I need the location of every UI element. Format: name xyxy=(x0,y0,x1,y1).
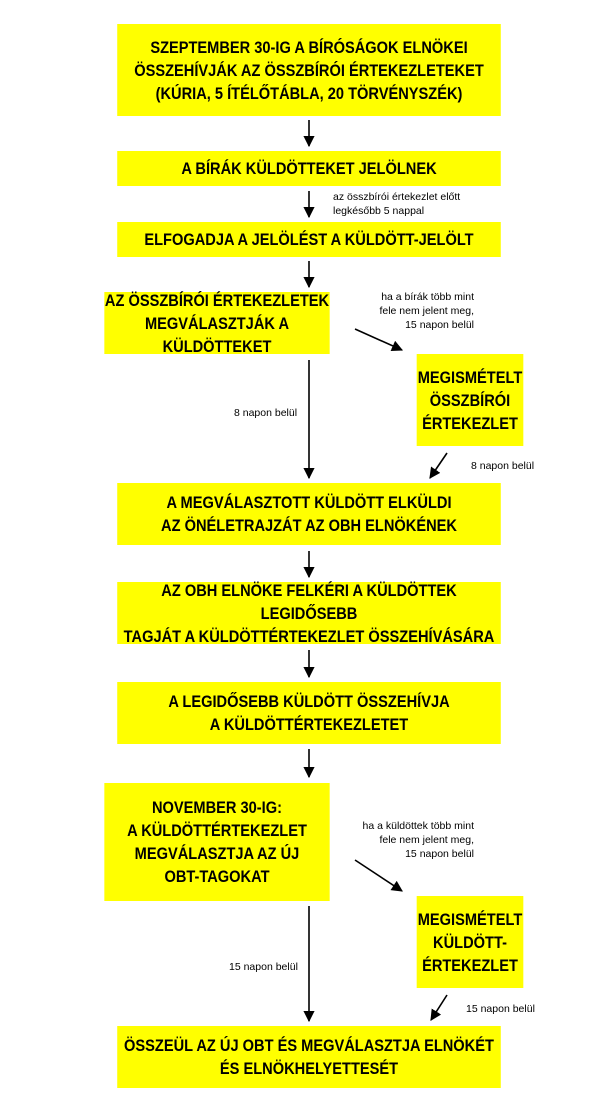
step-request-eldest-text: AZ OBH ELNÖKE FELKÉRI A KÜLDÖTTEK LEGIDŐSEBB TAGJÁT A KÜLDÖTTÉRTEKEZLET ÖSSZEHÍVÁSÁRA xyxy=(123,580,495,646)
step-convene-meetings-text: SZEPTEMBER 30-IG A BÍRÓSÁGOK ELNÖKEI ÖSSZEHÍVJÁK AZ ÖSSZBÍRÓI ÉRTEKEZLETEKET (KÚRIA, 5 ÍTÉLŐTÁBLA, 20 TÖRVÉNYSZÉK) xyxy=(134,37,484,103)
note-delegates-quorum: ha a küldöttek több mint fele nem jelent meg, 15 napon belül xyxy=(362,820,474,860)
step-eldest-convenes-text: A LEGIDŐSEBB KÜLDÖTT ÖSSZEHÍVJA A KÜLDÖTTÉRTEKEZLETET xyxy=(168,692,450,734)
note-eight-days-repeat: 8 napon belül xyxy=(471,460,535,472)
note-judges-quorum: ha a bírák több mint fele nem jelent meg, 15 napon belül xyxy=(379,291,474,331)
arrow-repeat-delegates-to-final xyxy=(431,995,447,1020)
step-repeated-delegates-meeting-text: MEGISMÉTELT KÜLDÖTT- ÉRTEKEZLET xyxy=(417,909,523,975)
step-repeated-judges-meeting-text: MEGISMÉTELT ÖSSZBÍRÓI ÉRTEKEZLET xyxy=(417,367,523,433)
note-fifteen-days-repeat: 15 napon belül xyxy=(466,1003,535,1015)
note-fifteen-days-main: 15 napon belül xyxy=(229,961,298,973)
arrow-repeat-judges-to-send-cv xyxy=(430,453,447,478)
step-send-cv-text: A MEGVÁLASZTOTT KÜLDÖTT ELKÜLDI AZ ÖNÉLETRAJZÁT AZ OBH ELNÖKÉNEK xyxy=(161,493,457,535)
step-elect-obt-members-text: NOVEMBER 30-IG: A KÜLDÖTTÉRTEKEZLET MEGVÁLASZTJA AZ ÚJ OBT-TAGOKAT xyxy=(127,798,307,886)
step-accept-nomination-text: ELFOGADJA A JELÖLÉST A KÜLDÖTT-JELÖLT xyxy=(144,230,474,249)
step-elect-delegates-text: AZ ÖSSZBÍRÓI ÉRTEKEZLETEK MEGVÁLASZTJÁK A KÜLDÖTTEKET xyxy=(104,290,330,356)
arrow-elect-obt-to-repeat-delegates xyxy=(355,860,402,891)
step-judges-nominate-text: A BÍRÁK KÜLDÖTTEKET JELÖLNEK xyxy=(181,159,437,178)
note-eight-days-main: 8 napon belül xyxy=(234,407,298,419)
step-obt-convenes-text: ÖSSZEÜL AZ ÚJ OBT ÉS MEGVÁLASZTJA ELNÖKÉT ÉS ELNÖKHELYETTESÉT xyxy=(124,1036,494,1078)
arrow-elect-to-repeat-judges xyxy=(355,329,402,350)
note-before-meeting: az összbírói értekezlet előtt legkésőbb 5 nappal xyxy=(333,191,461,217)
